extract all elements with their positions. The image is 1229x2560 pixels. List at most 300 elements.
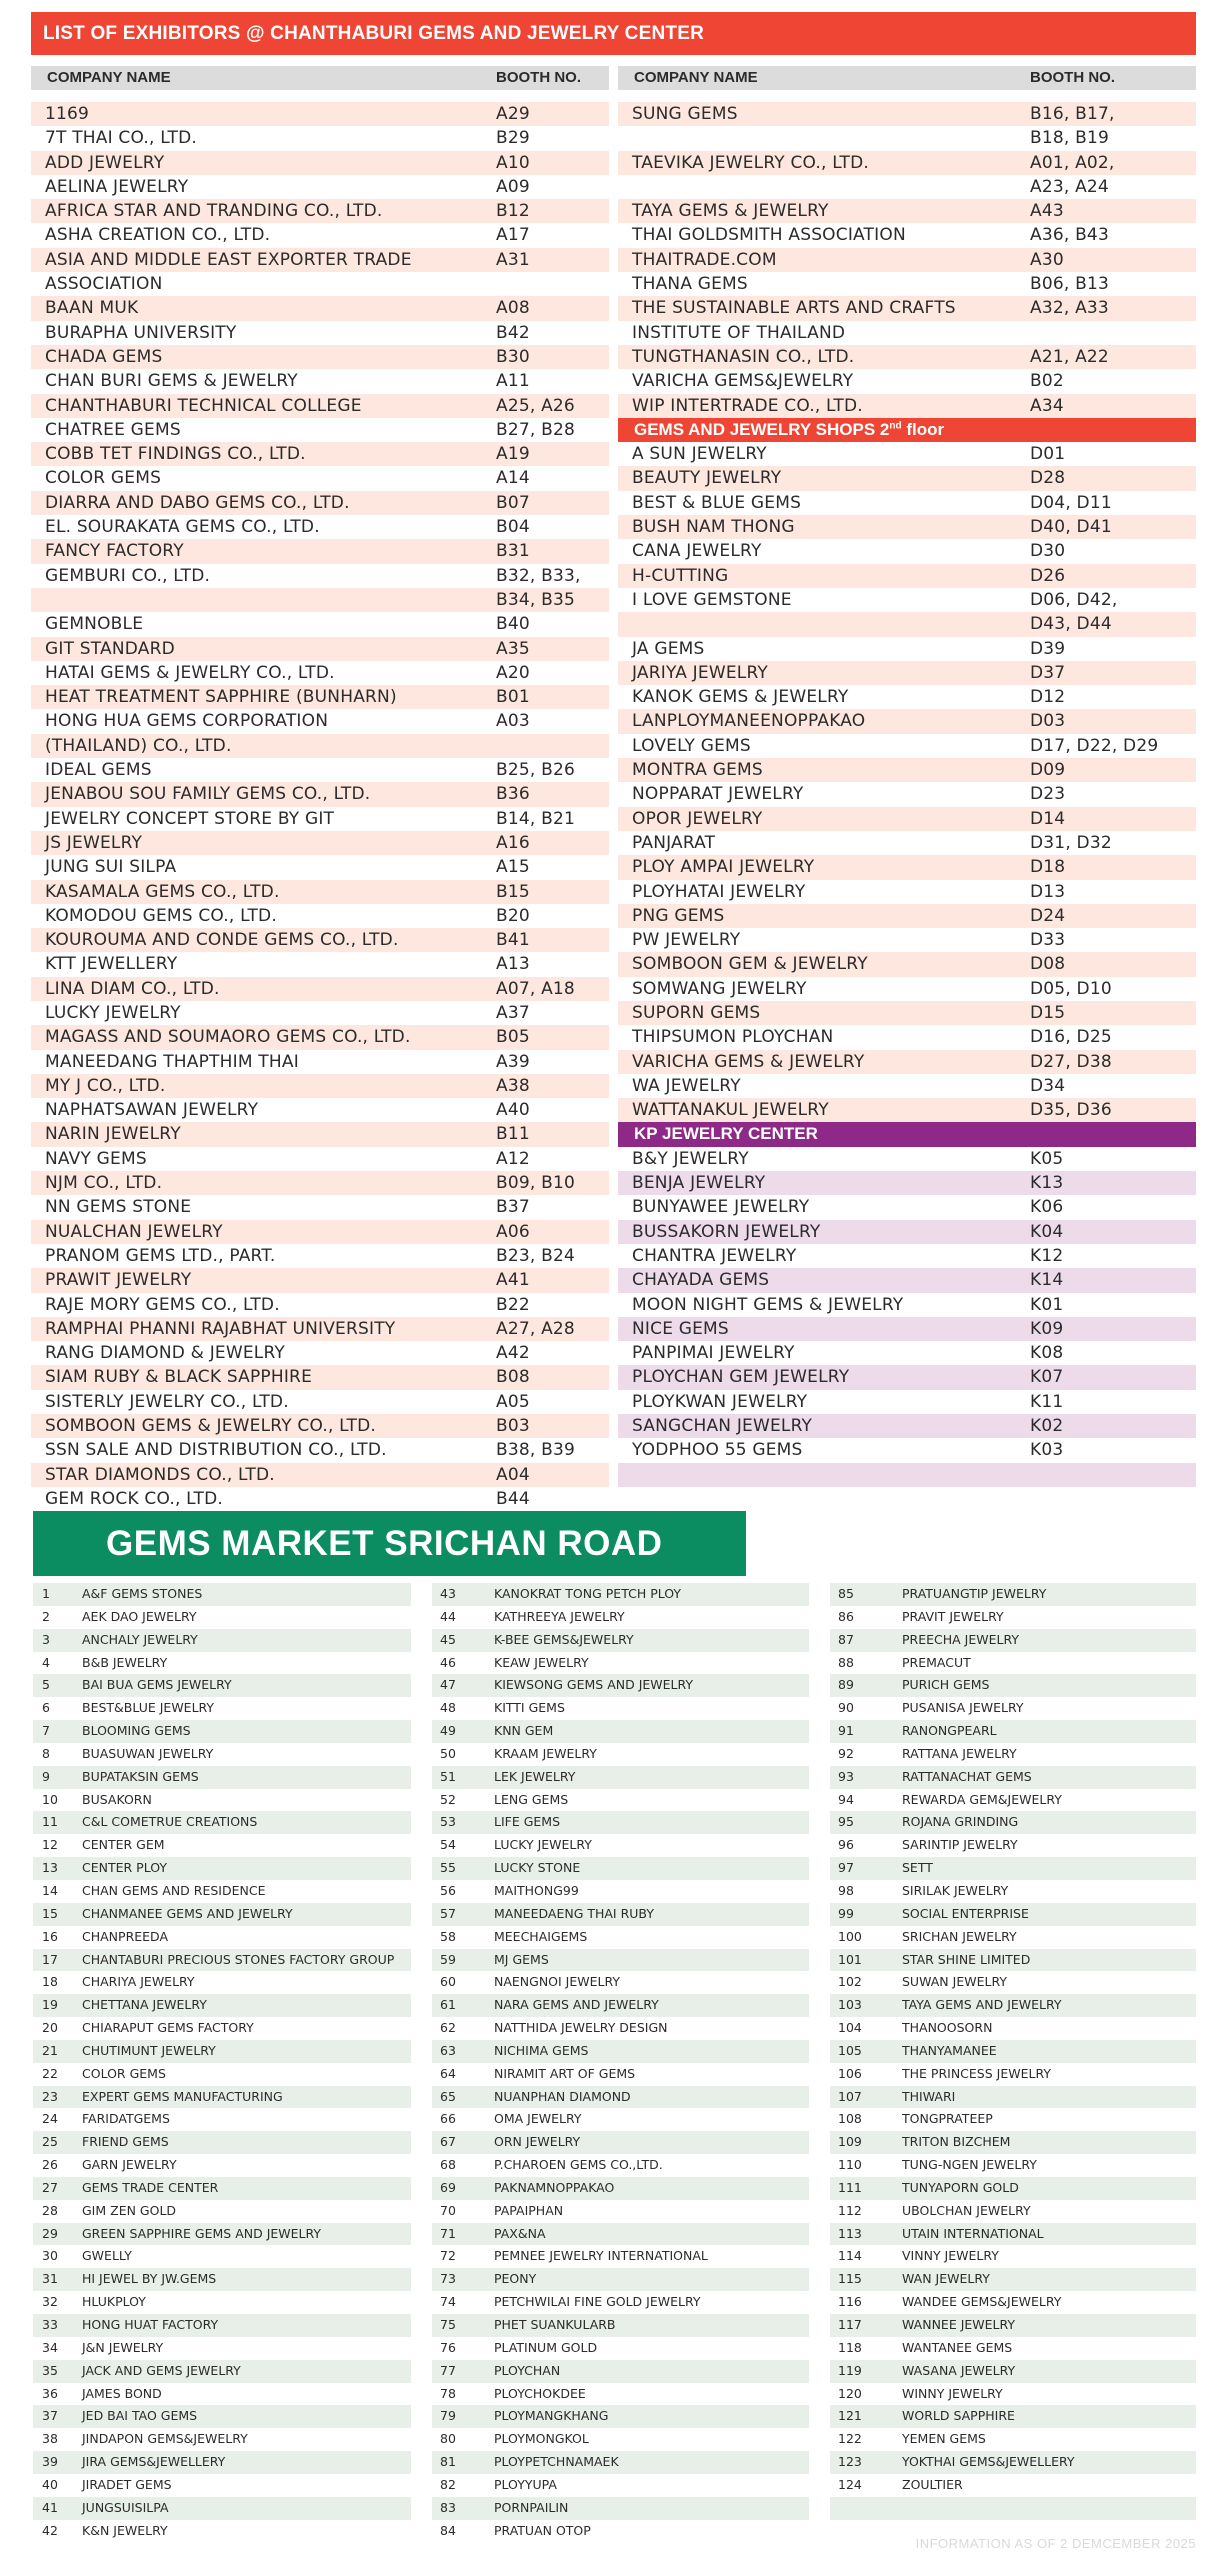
market-shop-name: NIRAMIT ART OF GEMS <box>494 2065 636 2081</box>
company-name: TUNGTHANASIN CO., LTD. <box>632 346 855 367</box>
booth-number: B27, B28 <box>496 419 575 440</box>
company-name: JA GEMS <box>632 638 705 659</box>
market-shop-name: K&N JEWELRY <box>82 2522 168 2538</box>
booth-number: A23, A24 <box>1030 176 1109 197</box>
market-shop-name: PLOYMANGKHANG <box>494 2408 609 2424</box>
market-number: 30 <box>42 2248 58 2264</box>
company-name: JUNG SUI SILPA <box>45 857 177 878</box>
market-row <box>432 2177 809 2200</box>
market-shop-name: RANONGPEARL <box>902 1723 997 1739</box>
market-shop-name: LUCKY STONE <box>494 1860 581 1876</box>
market-shop-name: K-BEE GEMS&JEWELRY <box>494 1631 634 1647</box>
market-number: 55 <box>440 1860 456 1876</box>
table-row <box>618 345 1196 369</box>
market-number: 15 <box>42 1905 58 1921</box>
booth-number: D06, D42, <box>1030 589 1118 610</box>
company-name: AFRICA STAR AND TRANDING CO., LTD. <box>45 201 383 222</box>
market-number: 25 <box>42 2134 58 2150</box>
market-shop-name: KITTI GEMS <box>494 1700 565 1716</box>
page-banner: LIST OF EXHIBITORS @ CHANTHABURI GEMS AND JEWELRY CENTER <box>31 12 1196 55</box>
market-row <box>33 2177 411 2200</box>
market-row <box>432 1971 809 1994</box>
market-column-2 <box>432 1583 809 2542</box>
booth-number: A32, A33 <box>1030 298 1109 319</box>
table-row <box>618 394 1196 418</box>
market-number: 97 <box>838 1860 854 1876</box>
booth-number: A07, A18 <box>496 978 575 999</box>
table-row <box>31 1171 609 1195</box>
market-number: 6 <box>42 1700 50 1716</box>
booth-number: B41 <box>496 930 530 951</box>
market-shop-name: NICHIMA GEMS <box>494 2042 589 2058</box>
booth-number: A01, A02, <box>1030 152 1115 173</box>
market-row <box>432 1811 809 1834</box>
company-name: JARIYA JEWELRY <box>632 662 768 683</box>
market-number: 79 <box>440 2408 456 2424</box>
booth-number: B23, B24 <box>496 1245 575 1266</box>
booth-number: K01 <box>1030 1294 1064 1315</box>
market-shop-name: CHAN GEMS AND RESIDENCE <box>82 1882 266 1898</box>
company-name <box>618 612 1030 636</box>
market-shop-name: THIWARI <box>902 2088 956 2104</box>
table-row <box>31 1098 609 1122</box>
table-row <box>31 904 609 928</box>
booth-number: A03 <box>496 711 530 732</box>
company-name: MOON NIGHT GEMS & JEWELRY <box>632 1294 904 1315</box>
market-number: 34 <box>42 2339 58 2355</box>
market-shop-name: PURICH GEMS <box>902 1677 990 1693</box>
market-number: 94 <box>838 1791 854 1807</box>
market-number: 38 <box>42 2431 58 2447</box>
market-row <box>33 2040 411 2063</box>
table-row <box>618 855 1196 879</box>
company-name: PRAWIT JEWELRY <box>45 1270 192 1291</box>
market-row <box>33 2245 411 2268</box>
table-row <box>31 1293 609 1317</box>
market-number: 1 <box>42 1586 50 1601</box>
market-row <box>432 2314 809 2337</box>
market-shop-name: YOKTHAI GEMS&JEWELLERY <box>902 2454 1075 2470</box>
booth-number: A06 <box>496 1221 530 1242</box>
market-shop-name: NUANPHAN DIAMOND <box>494 2088 631 2104</box>
company-name: NOPPARAT JEWELRY <box>632 784 804 805</box>
company-name <box>618 175 1030 199</box>
market-number: 75 <box>440 2317 456 2332</box>
market-row <box>432 1789 809 1812</box>
exhibitors-right-column <box>618 66 1196 1487</box>
booth-number: B01 <box>496 687 530 708</box>
booth-number: A42 <box>496 1343 530 1364</box>
booth-number: D43, D44 <box>1030 614 1112 635</box>
market-number: 117 <box>838 2317 862 2332</box>
company-name: HATAI GEMS & JEWELRY CO., LTD. <box>45 662 335 683</box>
table-row <box>31 1122 609 1146</box>
market-shop-name: CENTER PLOY <box>82 1860 168 1876</box>
market-shop-name: GREEN SAPPHIRE GEMS AND JEWELRY <box>82 2225 322 2241</box>
market-number: 81 <box>440 2454 456 2470</box>
market-number: 27 <box>42 2179 58 2195</box>
market-row <box>830 2360 1196 2383</box>
booth-number: D27, D38 <box>1030 1051 1112 1072</box>
market-number: 65 <box>440 2088 456 2104</box>
market-shop-name: JIRADET GEMS <box>82 2476 172 2492</box>
market-shop-name: JAMES BOND <box>82 2385 162 2401</box>
booth-number: K11 <box>1030 1391 1064 1412</box>
booth-number: D12 <box>1030 687 1066 708</box>
booth-number: D16, D25 <box>1030 1027 1112 1048</box>
market-number: 12 <box>42 1837 58 1853</box>
table-row <box>31 1317 609 1341</box>
table-row <box>31 977 609 1001</box>
market-number: 105 <box>838 2042 862 2058</box>
market-row <box>432 1834 809 1857</box>
company-name: THIPSUMON PLOYCHAN <box>632 1027 834 1048</box>
market-number: 4 <box>42 1654 50 1670</box>
table-row <box>31 1050 609 1074</box>
booth-number: A20 <box>496 662 530 683</box>
table-row <box>31 661 609 685</box>
market-number: 43 <box>440 1586 456 1601</box>
market-shop-name: KEAW JEWELRY <box>494 1654 589 1670</box>
market-shop-name: CHANTABURI PRECIOUS STONES FACTORY GROUP <box>82 1951 395 1967</box>
market-row <box>830 2428 1196 2451</box>
market-row <box>33 2086 411 2109</box>
market-shop-name: PRATUAN OTOP <box>494 2522 591 2538</box>
market-row <box>33 1720 411 1743</box>
market-number: 98 <box>838 1882 854 1898</box>
table-row <box>31 491 609 515</box>
market-row <box>830 1971 1196 1994</box>
table-row <box>31 175 609 199</box>
company-name: ADD JEWELRY <box>45 152 165 173</box>
company-name: KOMODOU GEMS CO., LTD. <box>45 905 277 926</box>
company-name: CANA JEWELRY <box>632 541 762 562</box>
table-row <box>31 928 609 952</box>
market-number: 50 <box>440 1745 456 1761</box>
market-number: 99 <box>838 1905 854 1921</box>
market-row <box>432 2520 809 2543</box>
company-name: RANG DIAMOND & JEWELRY <box>45 1343 285 1364</box>
market-row <box>33 2428 411 2451</box>
company-name: GIT STANDARD <box>45 638 175 659</box>
booth-number: D03 <box>1030 711 1066 732</box>
market-number: 101 <box>838 1951 862 1967</box>
market-number: 35 <box>42 2362 58 2378</box>
table-row <box>31 807 609 831</box>
market-shop-name: NATTHIDA JEWELRY DESIGN <box>494 2020 668 2036</box>
market-shop-name: GARN JEWELRY <box>82 2157 177 2173</box>
market-number: 17 <box>42 1951 58 1967</box>
market-shop-name: RATTANA JEWELRY <box>902 1745 1017 1761</box>
market-number: 45 <box>440 1631 456 1647</box>
market-row <box>33 2520 411 2543</box>
company-name: IDEAL GEMS <box>45 760 152 781</box>
market-shop-name: KANOKRAT TONG PETCH PLOY <box>494 1586 682 1601</box>
company-name: NAVY GEMS <box>45 1148 147 1169</box>
market-shop-name: EXPERT GEMS MANUFACTURING <box>82 2088 283 2104</box>
table-row <box>31 1268 609 1292</box>
booth-number: B25, B26 <box>496 760 575 781</box>
company-name: PLOY AMPAI JEWELRY <box>632 857 815 878</box>
market-shop-name: SIRILAK JEWELRY <box>902 1882 1009 1898</box>
market-shop-name: WINNY JEWELRY <box>902 2385 1003 2401</box>
company-name: CHAYADA GEMS <box>632 1270 770 1291</box>
market-row <box>33 2131 411 2154</box>
booth-number: A40 <box>496 1100 530 1121</box>
market-shop-name: PLOYYUPA <box>494 2476 557 2492</box>
market-shop-name: JUNGSUISILPA <box>82 2499 169 2515</box>
market-number: 82 <box>440 2476 456 2492</box>
company-name: NICE GEMS <box>632 1318 729 1339</box>
table-row <box>31 151 609 175</box>
market-row <box>33 1903 411 1926</box>
market-row <box>432 2405 809 2428</box>
company-name: NUALCHAN JEWELRY <box>45 1221 223 1242</box>
booth-number: K08 <box>1030 1343 1064 1364</box>
booth-number: D31, D32 <box>1030 832 1112 853</box>
market-shop-name: PAPAIPHAN <box>494 2202 564 2218</box>
company-name: PLOYCHAN GEM JEWELRY <box>632 1367 850 1388</box>
company-name: PNG GEMS <box>632 905 725 926</box>
company-name: SOMBOON GEMS & JEWELRY CO., LTD. <box>45 1416 376 1437</box>
market-shop-name: LENG GEMS <box>494 1791 569 1807</box>
company-name: BENJA JEWELRY <box>632 1173 766 1194</box>
market-number: 73 <box>440 2271 456 2287</box>
table-row <box>31 442 609 466</box>
market-number: 44 <box>440 1608 456 1624</box>
market-shop-name: STAR SHINE LIMITED <box>902 1951 1031 1967</box>
market-shop-name: VINNY JEWELRY <box>902 2248 999 2264</box>
market-row <box>830 1880 1196 1903</box>
market-shop-name: CHANMANEE GEMS AND JEWELRY <box>82 1905 293 1921</box>
market-row <box>33 1994 411 2017</box>
market-shop-name: PRAVIT JEWELRY <box>902 1608 1004 1624</box>
market-shop-name: ROJANA GRINDING <box>902 1814 1019 1830</box>
market-number: 9 <box>42 1768 50 1784</box>
market-row <box>33 1857 411 1880</box>
table-row <box>31 637 609 661</box>
table-row <box>31 199 609 223</box>
market-shop-name: A&F GEMS STONES <box>82 1586 203 1601</box>
market-number: 5 <box>42 1677 50 1693</box>
market-shop-name: CHUTIMUNT JEWELRY <box>82 2042 216 2058</box>
booth-number: A10 <box>496 152 530 173</box>
market-shop-name: NAENGNOI JEWELRY <box>494 1974 621 1990</box>
market-number: 46 <box>440 1654 456 1670</box>
market-row <box>830 2177 1196 2200</box>
table-row <box>31 952 609 976</box>
market-shop-name: PUSANISA JEWELRY <box>902 1700 1024 1716</box>
booth-number: A29 <box>496 104 530 124</box>
company-name: VARICHA GEMS&JEWELRY <box>632 371 854 392</box>
market-shop-name: CENTER GEM <box>82 1837 165 1853</box>
table-header <box>31 66 609 90</box>
company-name: PANPIMAI JEWELRY <box>632 1343 795 1364</box>
company-name: SOMBOON GEM & JEWELRY <box>632 954 868 975</box>
company-name: OPOR JEWELRY <box>632 808 763 829</box>
company-name: YODPHOO 55 GEMS <box>632 1440 803 1461</box>
market-row <box>830 2245 1196 2268</box>
booth-number: B42 <box>496 322 530 343</box>
market-row <box>432 1583 809 1606</box>
booth-number: B05 <box>496 1027 530 1048</box>
booth-number: A21, A22 <box>1030 346 1109 367</box>
market-row <box>432 2040 809 2063</box>
table-row <box>31 880 609 904</box>
market-number: 11 <box>42 1814 58 1830</box>
booth-number: D01 <box>1030 444 1066 465</box>
market-row <box>33 2154 411 2177</box>
company-name: KTT JEWELLERY <box>45 954 178 975</box>
market-row <box>830 1857 1196 1880</box>
table-row <box>618 1414 1196 1438</box>
market-number: 119 <box>838 2362 862 2378</box>
market-row <box>830 2314 1196 2337</box>
market-row <box>432 2360 809 2383</box>
market-shop-name: CHIARAPUT GEMS FACTORY <box>82 2020 254 2036</box>
booth-number: A09 <box>496 176 530 197</box>
booth-number: A14 <box>496 468 530 489</box>
booth-number: D18 <box>1030 857 1066 878</box>
market-shop-name: TUNYAPORN GOLD <box>902 2179 1019 2195</box>
market-shop-name: SRICHAN JEWELRY <box>902 1928 1017 1944</box>
market-number: 3 <box>42 1631 50 1647</box>
market-number: 53 <box>440 1814 456 1830</box>
table-row <box>31 296 609 320</box>
market-shop-name: MJ GEMS <box>494 1951 549 1967</box>
company-name: JENABOU SOU FAMILY GEMS CO., LTD. <box>45 784 371 805</box>
table-row <box>618 199 1196 223</box>
table-row <box>618 1438 1196 1462</box>
market-row <box>33 1652 411 1675</box>
market-shop-name: HLUKPLOY <box>82 2294 146 2310</box>
company-name: THAITRADE.COM <box>632 249 777 270</box>
market-shop-name: TAYA GEMS AND JEWELRY <box>902 1997 1062 2013</box>
market-number: 87 <box>838 1631 854 1647</box>
company-name: PANJARAT <box>632 832 716 853</box>
market-row <box>432 1994 809 2017</box>
company-name: DIARRA AND DABO GEMS CO., LTD. <box>45 492 350 513</box>
market-shop-name: RATTANACHAT GEMS <box>902 1768 1032 1784</box>
market-number: 58 <box>440 1928 456 1944</box>
booth-number: D26 <box>1030 565 1066 586</box>
booth-number: A38 <box>496 1075 530 1096</box>
booth-number: A35 <box>496 638 530 659</box>
market-number: 48 <box>440 1700 456 1716</box>
market-row <box>33 2451 411 2474</box>
market-row <box>830 2223 1196 2246</box>
table-row <box>618 758 1196 782</box>
market-number: 85 <box>838 1586 854 1601</box>
booth-number: K04 <box>1030 1221 1064 1242</box>
market-shop-name: BUPATAKSIN GEMS <box>82 1768 199 1784</box>
market-row <box>432 1766 809 1789</box>
table-row <box>31 1414 609 1438</box>
table-header <box>618 66 1196 90</box>
company-name: MY J CO., LTD. <box>45 1075 166 1096</box>
market-row <box>830 1652 1196 1675</box>
market-shop-name: WANDEE GEMS&JEWELRY <box>902 2294 1062 2310</box>
market-shop-name: KIEWSONG GEMS AND JEWELRY <box>494 1677 694 1693</box>
market-shop-name: FARIDATGEMS <box>82 2111 170 2127</box>
market-shop-name: THE PRINCESS JEWELRY <box>902 2065 1051 2081</box>
market-number: 39 <box>42 2454 58 2470</box>
table-row <box>618 466 1196 490</box>
booth-number: K07 <box>1030 1367 1064 1388</box>
kp-jewelry-center-header: KP JEWELRY CENTER <box>618 1122 1196 1146</box>
booth-number: B32, B33, <box>496 565 581 586</box>
market-row <box>830 1674 1196 1697</box>
company-name: FANCY FACTORY <box>45 541 184 562</box>
booth-number: A36, B43 <box>1030 225 1109 246</box>
company-name: WATTANAKUL JEWELRY <box>632 1100 829 1121</box>
table-row <box>31 1001 609 1025</box>
booth-number: A27, A28 <box>496 1318 575 1339</box>
market-shop-name: BUSAKORN <box>82 1791 152 1807</box>
table-row <box>31 321 609 345</box>
booth-number: B30 <box>496 346 530 367</box>
market-number: 72 <box>440 2248 456 2264</box>
table-row <box>618 1268 1196 1292</box>
market-number: 115 <box>838 2271 862 2287</box>
booth-number: B22 <box>496 1294 530 1315</box>
table-row <box>618 1244 1196 1268</box>
market-number: 28 <box>42 2202 58 2218</box>
market-row <box>33 1583 411 1606</box>
market-shop-name: BLOOMING GEMS <box>82 1723 191 1739</box>
table-row <box>618 1365 1196 1389</box>
table-row <box>31 1390 609 1414</box>
company-name: ASIA AND MIDDLE EAST EXPORTER TRADE <box>45 249 412 270</box>
table-row <box>31 1074 609 1098</box>
booth-number: B37 <box>496 1197 530 1218</box>
market-row <box>432 2063 809 2086</box>
market-number: 24 <box>42 2111 58 2127</box>
market-number: 74 <box>440 2294 456 2310</box>
table-row <box>618 588 1196 612</box>
market-row <box>830 2405 1196 2428</box>
market-shop-name: ZOULTIER <box>902 2476 963 2492</box>
market-shop-name: PLATINUM GOLD <box>494 2339 598 2355</box>
market-number: 80 <box>440 2431 456 2447</box>
company-name: MONTRA GEMS <box>632 760 763 781</box>
market-shop-name: SETT <box>902 1860 933 1876</box>
market-shop-name: WANNEE JEWELRY <box>902 2317 1016 2332</box>
table-row <box>618 661 1196 685</box>
company-name: NARIN JEWELRY <box>45 1124 181 1145</box>
header-company: COMPANY NAME <box>47 69 171 86</box>
market-shop-name: LUCKY JEWELRY <box>494 1837 592 1853</box>
market-row <box>830 2040 1196 2063</box>
booth-number: B06, B13 <box>1030 274 1109 295</box>
market-number: 114 <box>838 2248 862 2264</box>
company-name: RAMPHAI PHANNI RAJABHAT UNIVERSITY <box>45 1318 396 1339</box>
market-row <box>830 2268 1196 2291</box>
market-number: 93 <box>838 1768 854 1784</box>
shops-2nd-floor-header: GEMS AND JEWELRY SHOPS 2nd floor <box>618 418 1196 442</box>
market-row <box>432 2291 809 2314</box>
company-name: TAEVIKA JEWELRY CO., LTD. <box>632 152 870 173</box>
company-name: BAAN MUK <box>45 298 139 319</box>
market-number: 71 <box>440 2225 456 2241</box>
market-row <box>33 1606 411 1629</box>
market-row <box>432 2497 809 2520</box>
booth-number: A11 <box>496 371 530 392</box>
market-shop-name: PREMACUT <box>902 1654 971 1670</box>
market-shop-name: WAN JEWELRY <box>902 2271 990 2287</box>
market-number: 112 <box>838 2202 862 2218</box>
company-name: SUNG GEMS <box>632 104 738 124</box>
